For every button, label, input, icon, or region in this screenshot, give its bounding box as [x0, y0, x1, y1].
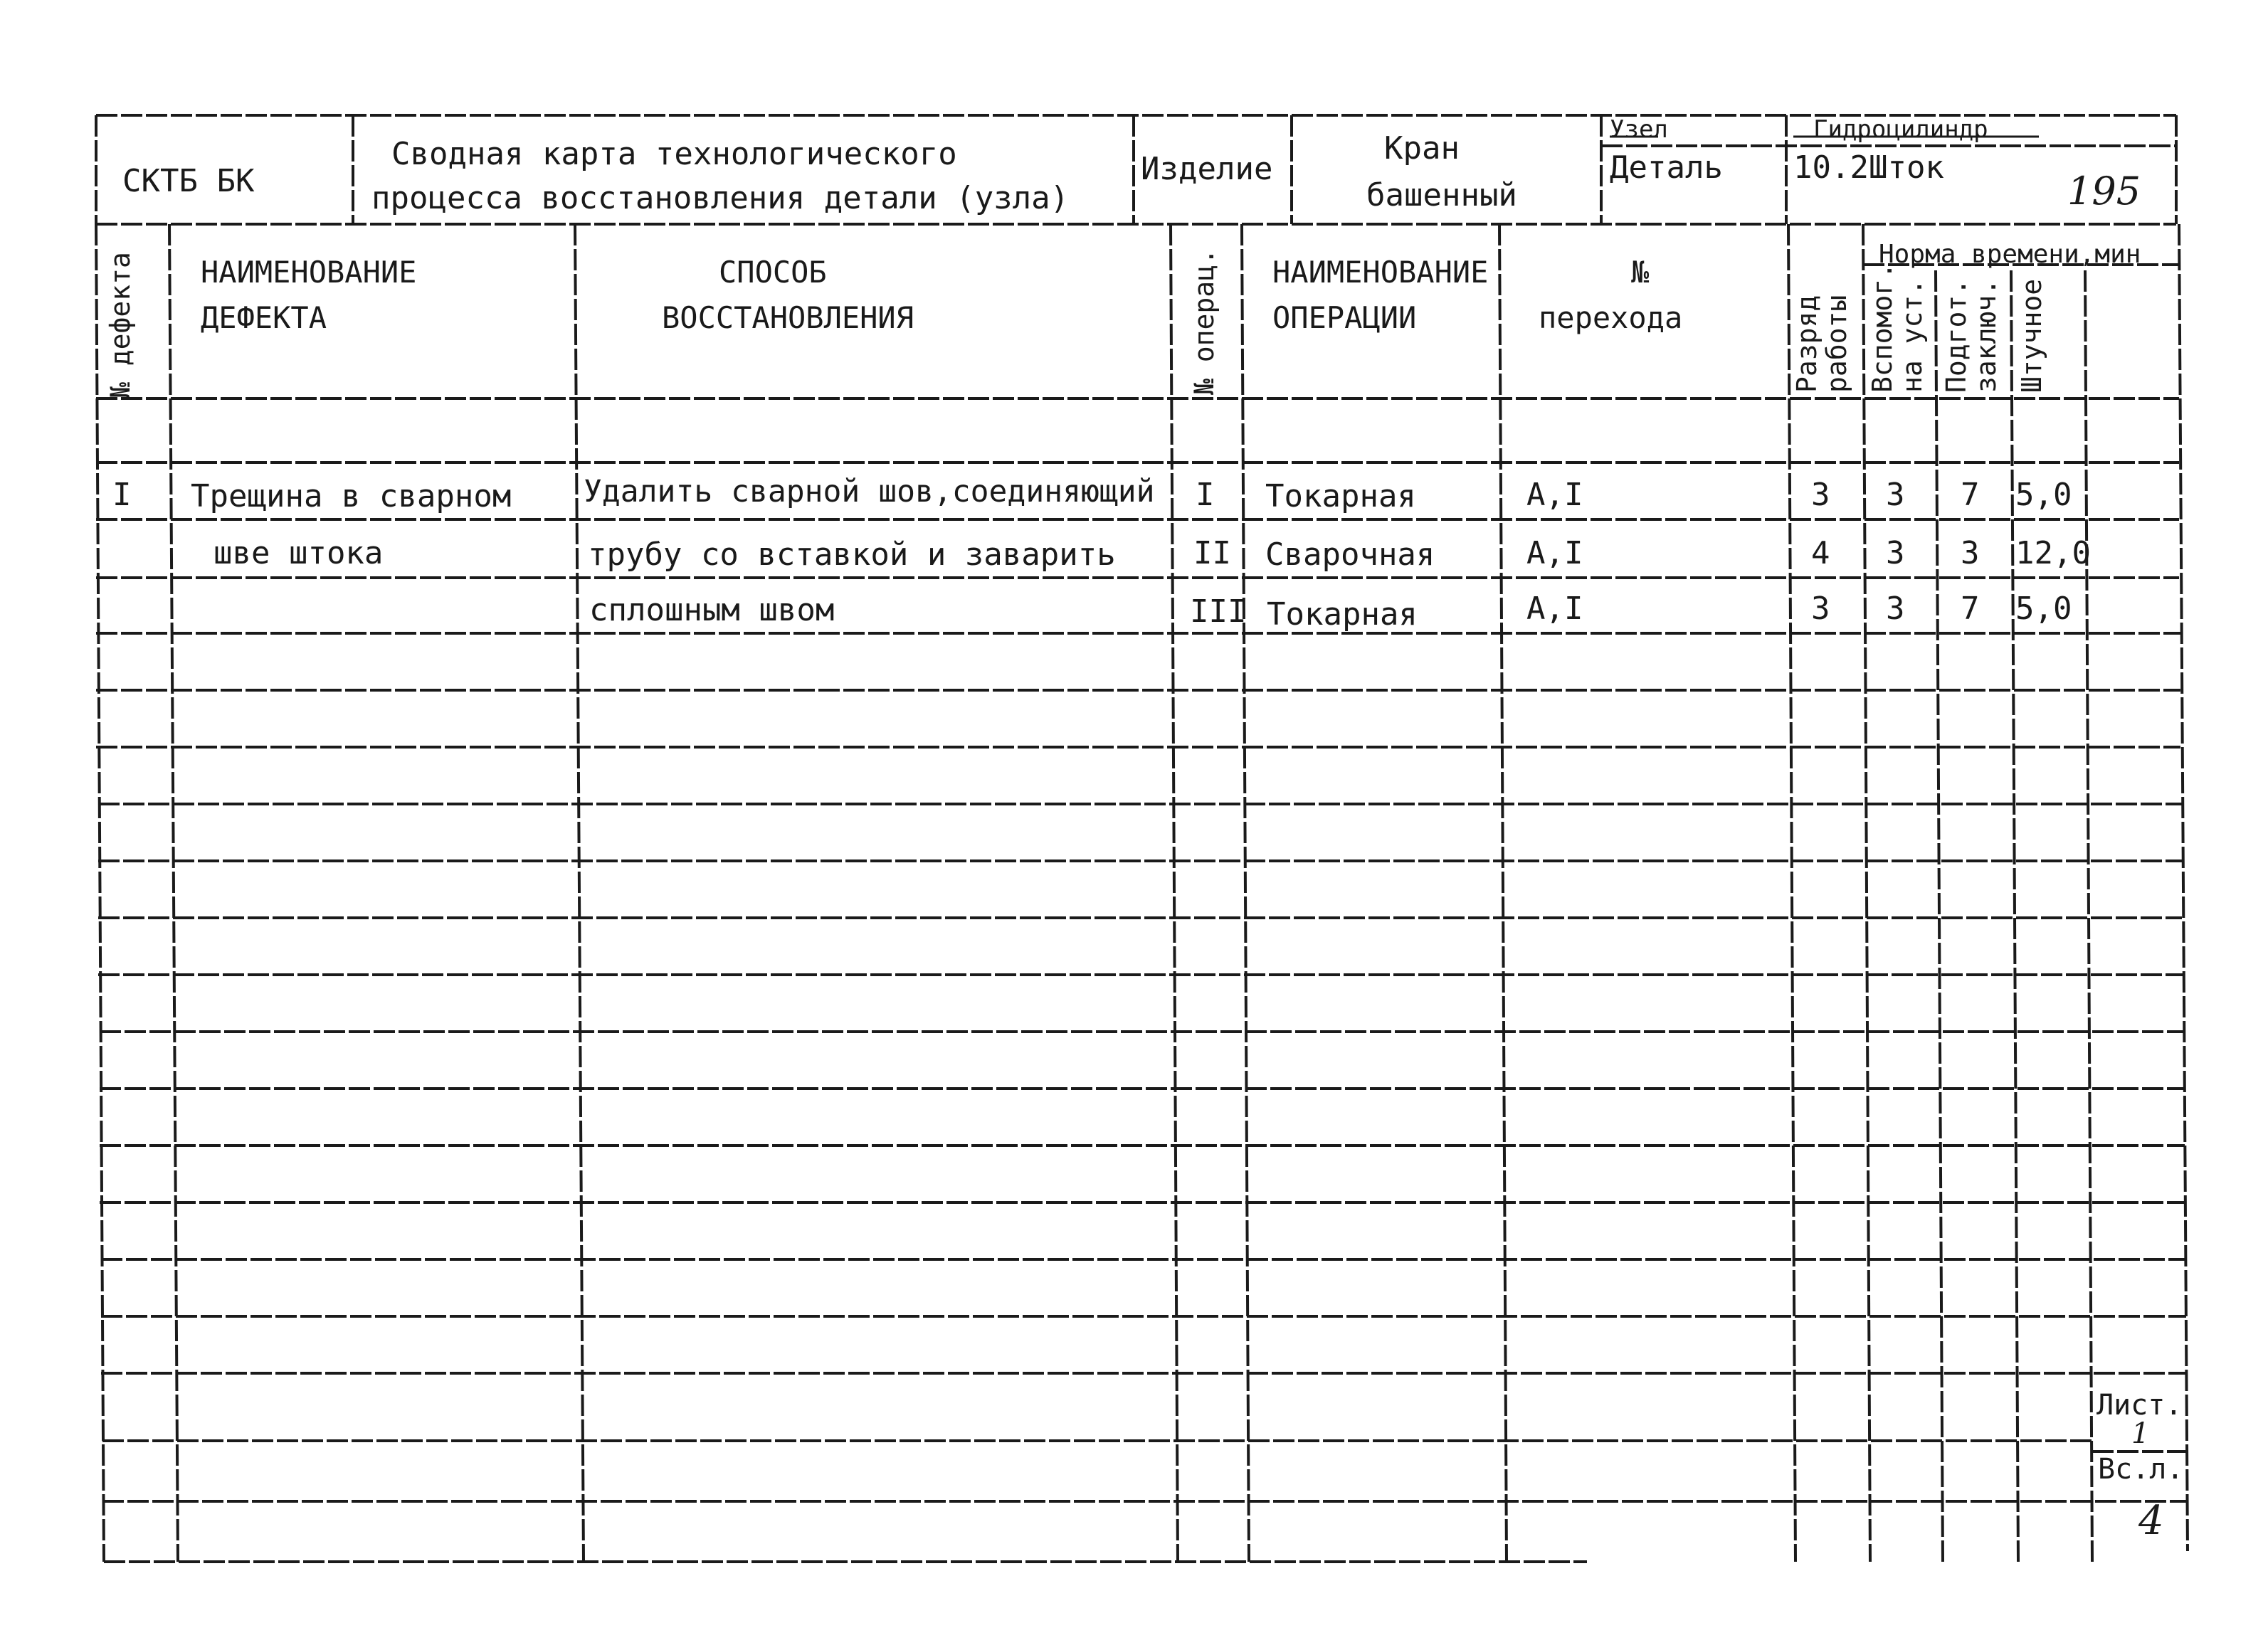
row3-op-no: III	[1190, 593, 1247, 630]
row3-piece: 5,0	[2015, 591, 2072, 627]
row3-prep: 7	[1961, 591, 1980, 627]
row2-transition: А,I	[1526, 535, 1583, 571]
col-time-norm: Норма времени,мин	[1879, 240, 2141, 269]
row2-defect-name: шве штока	[213, 535, 384, 571]
row3-transition: А,I	[1526, 591, 1583, 627]
card-title-line2: процесса восстановления детали (узла)	[371, 180, 1070, 216]
handwritten-number: 195	[2067, 169, 2141, 213]
card-title-line1: Сводная карта технологического	[391, 136, 957, 172]
total-sheets-value: 4	[2138, 1498, 2164, 1544]
product-label: Изделие	[1141, 151, 1273, 187]
row1-method: Удалить сварной шов,соединяющий	[584, 474, 1155, 509]
row1-op-no: I	[1196, 477, 1215, 513]
col-transition-2: перехода	[1539, 300, 1683, 335]
col-op-no: № операц.	[1188, 248, 1220, 395]
row2-piece: 12,0	[2015, 535, 2091, 571]
row2-method: трубу со вставкой и заварить	[588, 536, 1116, 573]
row1-op-name: Токарная	[1265, 478, 1416, 514]
row1-transition: А,I	[1526, 477, 1583, 513]
row2-grade: 4	[1811, 535, 1830, 571]
row2-op-no: II	[1193, 535, 1231, 571]
sheet-label: Лист.	[2096, 1389, 2183, 1422]
col-defect-name-2: ДЕФЕКТА	[201, 300, 327, 335]
col-defect-no: № дефекта	[105, 252, 136, 398]
col-piece: Штучное	[2016, 278, 2047, 393]
detail-label: Деталь	[1610, 149, 1723, 186]
col-method-2: ВОССТАНОВЛЕНИЯ	[662, 300, 914, 335]
row3-aux: 3	[1886, 591, 1905, 627]
unit-label: Узел	[1610, 115, 1668, 144]
col-op-name-2: ОПЕРАЦИИ	[1272, 300, 1417, 335]
col-grade-2: работы	[1821, 295, 1852, 393]
row2-aux: 3	[1886, 535, 1905, 571]
row1-grade: 3	[1811, 477, 1830, 513]
row3-method: сплошным швом	[589, 592, 835, 628]
product-value-line2: башенный	[1366, 177, 1517, 213]
unit-value: Гидроцилиндр	[1813, 115, 1988, 144]
org-name: СКТБ БК	[122, 163, 255, 199]
row2-prep: 3	[1961, 535, 1980, 571]
row1-piece: 5,0	[2015, 477, 2072, 513]
product-value-line1: Кран	[1384, 130, 1460, 166]
col-grade-1: Разряд	[1791, 295, 1823, 393]
row3-op-name: Токарная	[1267, 596, 1418, 633]
col-prep-2: заключ.	[1971, 278, 2002, 393]
sheet-value: 1	[2131, 1417, 2150, 1450]
col-defect-name-1: НАИМЕНОВАНИЕ	[201, 255, 417, 290]
row1-defect-name: Трещина в сварном	[191, 478, 512, 514]
col-op-name-1: НАИМЕНОВАНИЕ	[1272, 255, 1489, 290]
detail-value: 10.2Шток	[1793, 149, 1944, 186]
col-aux-2: на уст.	[1897, 278, 1928, 393]
row2-op-name: Сварочная	[1265, 536, 1435, 573]
col-aux-1: Вспомог.	[1867, 262, 1898, 393]
row1-aux: 3	[1886, 477, 1905, 513]
col-prep-1: Подгот.	[1941, 278, 1972, 393]
row1-defect-no: I	[112, 477, 132, 513]
row3-grade: 3	[1811, 591, 1830, 627]
col-method-1: СПОСОБ	[719, 255, 827, 290]
col-transition-1: №	[1631, 255, 1650, 290]
row1-prep: 7	[1961, 477, 1980, 513]
total-sheets-label: Вс.л.	[2098, 1453, 2184, 1486]
